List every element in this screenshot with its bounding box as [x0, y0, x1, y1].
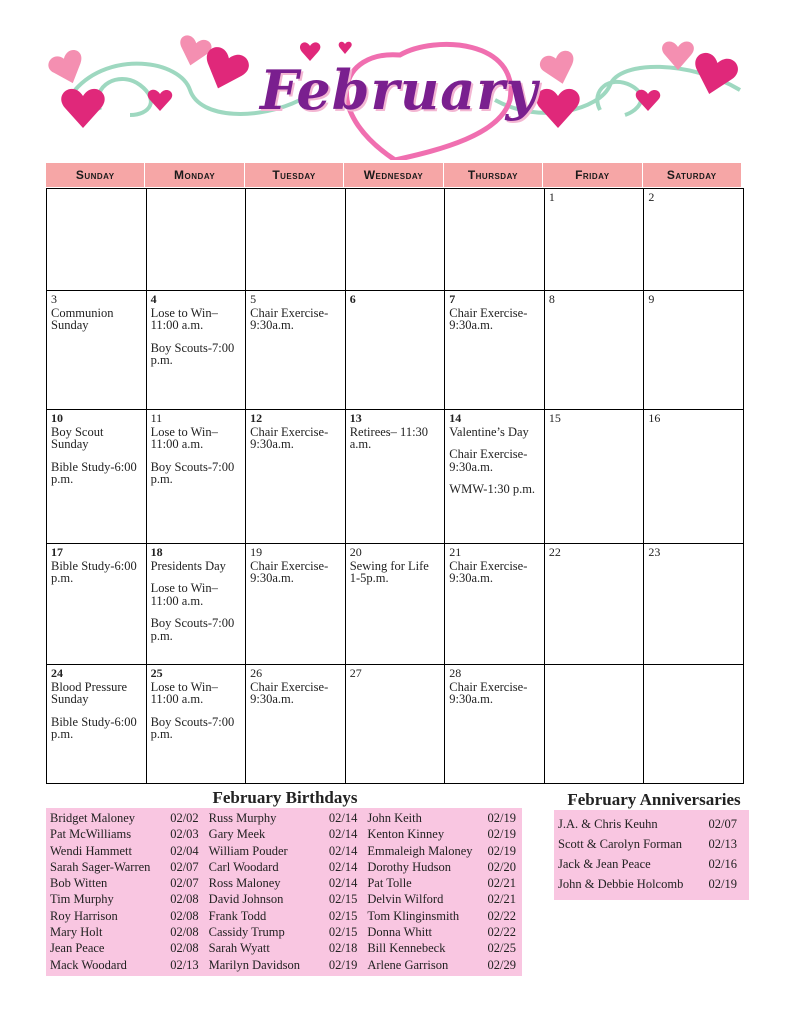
day-cell[interactable] — [147, 291, 247, 410]
birthday-date: 02/15 — [328, 908, 358, 923]
birthday-name: Carl Woodard — [208, 859, 279, 874]
birthday-name: Dorothy Hudson — [367, 859, 452, 874]
birthday-name: Tim Murphy — [50, 892, 114, 907]
birthday-name: Tom Klinginsmith — [367, 908, 460, 923]
birthdays-title: February Birthdays — [212, 788, 358, 807]
birthday-date: 02/08 — [170, 941, 199, 956]
birthday-name: Sarah Sager-Warren — [50, 859, 151, 874]
day-number: 14 — [449, 411, 462, 425]
birthday-row — [50, 859, 205, 875]
calendar-event: Chair Exercise- 9:30a.m. — [250, 558, 329, 585]
birthday-date: 02/08 — [170, 908, 199, 923]
month-title: February — [260, 58, 539, 122]
day-cell[interactable] — [545, 410, 645, 544]
weekday-label: Saturday — [643, 163, 742, 187]
birthday-name: Jean Peace — [50, 941, 105, 956]
day-cell[interactable] — [445, 544, 545, 665]
calendar-event: Boy Scout Sunday — [51, 424, 104, 451]
day-number: 26 — [250, 666, 263, 680]
birthday-date: 02/20 — [487, 859, 517, 874]
anniversary-date: 02/13 — [708, 837, 737, 851]
day-cell[interactable] — [545, 665, 645, 784]
day-number: 9 — [648, 292, 655, 306]
birthday-row — [209, 891, 364, 907]
anniversary-row — [558, 814, 745, 834]
calendar-event: Chair Exercise- 9:30a.m. — [449, 447, 528, 474]
birthday-name: Sarah Wyatt — [208, 941, 270, 956]
birthday-row — [209, 924, 364, 940]
birthday-row — [50, 875, 205, 891]
birthday-name: Kenton Kinney — [367, 827, 445, 842]
calendar-event: Bible Study-6:00 p.m. — [51, 459, 137, 486]
calendar-event: Boy Scouts-7:00 p.m. — [150, 616, 235, 643]
calendar-event: WMW-1:30 p.m. — [449, 482, 536, 496]
birthday-name: Pat Tolle — [367, 876, 412, 891]
anniversary-row — [558, 834, 745, 854]
anniversaries-list — [554, 810, 749, 900]
day-number: 7 — [449, 292, 456, 306]
day-number: 21 — [449, 545, 462, 559]
birthday-row — [367, 957, 522, 973]
birthday-date: 02/21 — [487, 892, 517, 907]
birthday-row — [209, 940, 364, 956]
calendar-grid — [46, 188, 744, 784]
birthday-row — [209, 810, 364, 826]
day-number: 11 — [150, 411, 163, 425]
weekday-label: Tuesday — [245, 163, 344, 187]
heart-icon — [339, 42, 352, 54]
calendar-event: Bible Study-6:00 p.m. — [51, 558, 137, 585]
day-cell[interactable] — [47, 544, 147, 665]
birthday-row — [209, 826, 364, 842]
birthday-name: Cassidy Trump — [208, 925, 285, 940]
day-cell[interactable] — [346, 410, 446, 544]
day-number: 4 — [150, 292, 157, 306]
birthday-date: 02/14 — [328, 811, 358, 825]
weekday-label: Thursday — [444, 163, 543, 187]
birthday-name: Russ Murphy — [208, 811, 277, 825]
birthday-date: 02/03 — [170, 827, 199, 842]
birthday-date: 02/25 — [487, 941, 517, 956]
birthday-row — [50, 810, 205, 826]
day-cell[interactable] — [47, 665, 147, 784]
weekday-label: Wednesday — [344, 163, 443, 187]
day-cell[interactable] — [445, 291, 545, 410]
calendar-event: Chair Exercise- 9:30a.m. — [449, 679, 528, 706]
birthday-row — [50, 957, 205, 973]
birthday-name: William Pouder — [208, 843, 288, 858]
birthday-row — [367, 924, 522, 940]
birthday-date: 02/29 — [487, 957, 517, 972]
birthday-name: Frank Todd — [208, 908, 267, 923]
day-cell[interactable] — [346, 291, 446, 410]
swirl-ornament — [98, 79, 151, 115]
birthday-name: Wendi Hammett — [50, 843, 132, 858]
day-cell[interactable] — [445, 410, 545, 544]
birthday-date: 02/07 — [170, 876, 199, 891]
birthday-name: Delvin Wilford — [367, 892, 444, 907]
day-cell[interactable] — [545, 189, 645, 291]
day-number: 3 — [51, 292, 57, 306]
heart-icon — [688, 51, 740, 100]
day-cell[interactable] — [246, 189, 346, 291]
day-number: 19 — [250, 545, 263, 559]
anniversary-row — [558, 854, 745, 874]
heart-icon — [175, 34, 213, 70]
calendar-event: Chair Exercise- 9:30a.m. — [250, 305, 329, 332]
day-cell[interactable] — [147, 189, 247, 291]
calendar-event: Lose to Win– 11:00 a.m. — [150, 424, 218, 451]
day-number: 18 — [150, 545, 163, 559]
calendar-event: Presidents Day — [150, 558, 226, 573]
birthday-row — [50, 940, 205, 956]
anniversary-date: 02/19 — [708, 877, 737, 891]
birthday-date: 02/14 — [328, 876, 358, 891]
day-cell[interactable] — [246, 665, 346, 784]
heart-icon — [536, 89, 579, 128]
day-number: 22 — [548, 545, 561, 559]
day-cell[interactable] — [147, 544, 247, 665]
day-cell[interactable] — [346, 189, 446, 291]
day-number: 12 — [250, 411, 263, 425]
anniversaries-title: February Anniversaries — [567, 790, 741, 809]
birthday-date: 02/19 — [487, 811, 517, 825]
calendar-event: Retirees– 11:30 a.m. — [349, 424, 429, 451]
birthday-date: 02/21 — [487, 876, 517, 891]
calendar-event: Sewing for Life 1-5p.m. — [349, 558, 429, 585]
birthday-row — [367, 940, 522, 956]
birthday-date: 02/19 — [328, 957, 358, 972]
anniversary-date: 02/16 — [708, 857, 737, 871]
weekday-label: Sunday — [46, 163, 145, 187]
calendar-event: Blood Pressure Sunday — [51, 679, 128, 706]
day-cell[interactable] — [445, 189, 545, 291]
birthday-name: Gary Meek — [208, 827, 266, 842]
birthday-name: Bob Witten — [50, 876, 108, 891]
birthday-date: 02/07 — [170, 859, 199, 874]
day-number: 13 — [349, 411, 362, 425]
birthday-name: John Keith — [367, 811, 422, 825]
day-cell[interactable] — [346, 544, 446, 665]
birthday-name: Arlene Garrison — [367, 957, 449, 972]
weekday-label: Monday — [145, 163, 244, 187]
birthday-date: 02/13 — [170, 957, 199, 972]
day-cell[interactable] — [47, 291, 147, 410]
birthday-date: 02/15 — [328, 892, 358, 907]
birthday-row — [50, 891, 205, 907]
day-number: 23 — [648, 545, 661, 559]
weekday-header — [46, 163, 742, 187]
day-cell[interactable] — [545, 291, 645, 410]
birthday-date: 02/22 — [487, 925, 517, 940]
birthday-name: Bill Kennebeck — [367, 941, 446, 956]
calendar-event: Lose to Win– 11:00 a.m. — [150, 679, 218, 706]
day-cell[interactable] — [644, 291, 744, 410]
birthday-date: 02/02 — [170, 811, 199, 825]
birthday-date: 02/15 — [328, 925, 358, 940]
birthday-date: 02/18 — [328, 941, 358, 956]
calendar-event: Boy Scouts-7:00 p.m. — [150, 714, 235, 741]
birthday-name: Roy Harrison — [50, 908, 118, 923]
birthday-row — [209, 908, 364, 924]
day-number: 27 — [349, 666, 362, 680]
birthday-row — [367, 843, 522, 859]
day-number: 2 — [648, 190, 655, 204]
day-cell[interactable] — [47, 189, 147, 291]
birthday-row — [367, 810, 522, 826]
birthday-row — [50, 924, 205, 940]
day-cell[interactable] — [147, 410, 247, 544]
birthday-column — [46, 810, 205, 976]
birthday-column — [363, 810, 522, 976]
birthday-name: Ross Maloney — [208, 876, 281, 891]
day-cell[interactable] — [644, 189, 744, 291]
day-cell[interactable] — [246, 291, 346, 410]
birthday-column — [205, 810, 364, 976]
calendar-event: Valentine’s Day — [449, 424, 529, 439]
birthday-date: 02/08 — [170, 925, 199, 940]
day-number: 8 — [548, 292, 555, 306]
birthday-date: 02/19 — [487, 843, 517, 858]
calendar-event: Lose to Win– 11:00 a.m. — [150, 581, 218, 608]
anniversary-date: 02/07 — [708, 817, 737, 831]
birthday-row — [50, 843, 205, 859]
day-number: 5 — [250, 292, 257, 306]
day-cell[interactable] — [246, 410, 346, 544]
day-cell[interactable] — [445, 665, 545, 784]
day-number: 1 — [548, 190, 555, 204]
weekday-label: Friday — [543, 163, 642, 187]
calendar-event: Chair Exercise- 9:30a.m. — [449, 558, 528, 585]
birthday-row — [367, 891, 522, 907]
heart-icon — [148, 90, 173, 111]
birthday-row — [209, 957, 364, 973]
birthday-date: 02/22 — [487, 908, 517, 923]
day-number: 17 — [51, 545, 63, 559]
birthday-row — [50, 908, 205, 924]
birthday-name: Marilyn Davidson — [208, 957, 300, 972]
calendar-event: Chair Exercise- 9:30a.m. — [250, 679, 329, 706]
day-number: 16 — [648, 411, 661, 425]
birthday-name: Emmaleigh Maloney — [367, 843, 473, 858]
birthday-row — [367, 875, 522, 891]
birthday-row — [209, 843, 364, 859]
birthday-date: 02/04 — [170, 843, 199, 858]
birthday-date: 02/08 — [170, 892, 199, 907]
day-cell[interactable] — [644, 544, 744, 665]
anniversary-name: Jack & Jean Peace — [558, 857, 651, 871]
birthday-row — [209, 859, 364, 875]
birthday-date: 02/14 — [328, 827, 358, 842]
day-cell[interactable] — [545, 544, 645, 665]
day-number: 20 — [349, 545, 362, 559]
swirl-ornament — [597, 82, 641, 115]
birthday-name: Pat McWilliams — [50, 827, 132, 842]
birthday-name: Mack Woodard — [50, 957, 127, 972]
day-number: 25 — [150, 666, 163, 680]
heart-icon — [538, 49, 579, 88]
birthday-name: Donna Whitt — [367, 925, 433, 940]
day-cell[interactable] — [246, 544, 346, 665]
day-number: 15 — [548, 411, 561, 425]
day-cell[interactable] — [47, 410, 147, 544]
anniversary-row — [558, 874, 745, 894]
day-cell[interactable] — [644, 410, 744, 544]
birthday-row — [367, 859, 522, 875]
birthday-name: David Johnson — [208, 892, 284, 907]
birthday-row — [50, 826, 205, 842]
anniversary-name: John & Debbie Holcomb — [558, 877, 684, 891]
anniversary-name: Scott & Carolyn Forman — [558, 837, 682, 851]
calendar-event: Chair Exercise- 9:30a.m. — [449, 305, 528, 332]
calendar-event: Chair Exercise- 9:30a.m. — [250, 424, 329, 451]
birthday-row — [367, 826, 522, 842]
day-cell[interactable] — [346, 665, 446, 784]
birthday-date: 02/14 — [328, 859, 358, 874]
calendar-event: Lose to Win– 11:00 a.m. — [150, 305, 218, 332]
birthday-row — [367, 908, 522, 924]
day-number: 24 — [51, 666, 63, 680]
day-cell[interactable] — [644, 665, 744, 784]
birthdays-list — [46, 808, 522, 976]
heart-icon — [61, 89, 104, 128]
calendar-event: Boy Scouts-7:00 p.m. — [150, 459, 235, 486]
calendar-event: Boy Scouts-7:00 p.m. — [150, 340, 235, 367]
calendar-event: Bible Study-6:00 p.m. — [51, 714, 137, 741]
birthday-date: 02/14 — [328, 843, 358, 858]
birthday-date: 02/19 — [487, 827, 517, 842]
calendar-event: Communion Sunday — [51, 305, 114, 332]
day-number: 6 — [349, 292, 356, 306]
day-cell[interactable] — [147, 665, 247, 784]
anniversary-name: J.A. & Chris Keuhn — [558, 817, 658, 831]
birthday-row — [209, 875, 364, 891]
birthday-name: Bridget Maloney — [50, 811, 136, 825]
birthday-name: Mary Holt — [50, 925, 103, 940]
day-number: 10 — [51, 411, 63, 425]
day-number: 28 — [449, 666, 462, 680]
